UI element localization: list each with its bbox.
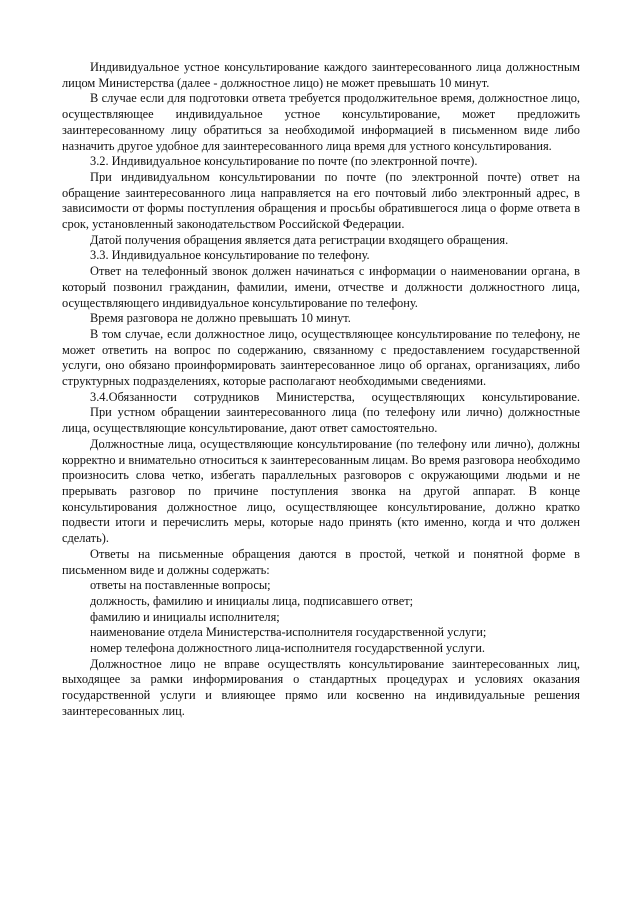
paragraph-receipt-date: Датой получения обращения является дата регистрации входящего обращения. (90, 232, 509, 247)
paragraph-mail-consultation: При индивидуальном консультировании по почте (по электронной почте) ответ на обращение заинтересованного лица направляется на его почтовый либо электронный адрес, в зависимости от формы поступления обращения и просьбы обратившегося лица о форме ответа в срок, установленный законодательством Российской Федерации. (62, 169, 580, 232)
paragraph-long-preparation: В случае если для подготовки ответа требуется продолжительное время, должностное лицо, осуществляющее индивидуальное устное консультирование, может предложить заинтересованному лицу обратиться за необходимой информацией в письменном виде либо назначить другое удобное для заинтересованного лица время для устного консультирования. (62, 91, 580, 153)
list-item: ответы на поставленные вопросы; (90, 578, 271, 593)
list-item: фамилию и инициалы исполнителя; (90, 609, 280, 624)
list-item: должность, фамилию и инициалы лица, подписавшего ответ; (90, 593, 414, 608)
paragraph-conduct-rules: Должностные лица, осуществляющие консультирование (по телефону или лично), должны корректно и внимательно относиться к заинтересованным лицам. Во время разговора необходимо произносить слова четко, избегать параллельных разговоров с окружающими людьми и не прерывать разговор по причине поступления звонка на другой аппарат. В конце консультирования должностное лицо, осуществляющее консультирование, должно кратко подвести итоги и перечислить меры, которые надо принять (кто именно, когда и что должен сделать). (62, 436, 581, 546)
section-heading-3-2: 3.2. Индивидуальное консультирование по почте (по электронной почте). (90, 154, 478, 169)
paragraph-oral-request: При устном обращении заинтересованного лица (по телефону или лично) должностные лица, осуществляющие консультирование, дают ответ самостоятельно. (62, 405, 580, 436)
document-page (62, 60, 580, 720)
list-item: номер телефона должностного лица-исполнителя государственной услуги. (90, 641, 485, 656)
list-item: наименование отдела Министерства-исполнителя государственной услуги; (90, 625, 487, 640)
paragraph-cannot-answer: В том случае, если должностное лицо, осуществляющее консультирование по телефону, не может ответить на вопрос по содержанию, связанному с предоставлением государственной услуги, оно обязано проинформировать заинтересованное лицо об органах, организациях, либо структурных подразделениях, которые располагают необходимыми сведениями. (62, 326, 580, 389)
paragraph-oral-consultation-limit: Индивидуальное устное консультирование каждого заинтересованного лица должностным лицом Министерства (далее - должностное лицо) не может превышать 10 минут. (62, 60, 580, 90)
section-heading-3-3: 3.3. Индивидуальное консультирование по телефону. (90, 248, 370, 263)
section-heading-3-4: 3.4.Обязанности сотрудников Министерства, осуществляющих консультирование. (90, 389, 580, 404)
paragraph-written-answers: Ответы на письменные обращения даются в простой, четкой и понятной форме в письменном виде и должны содержать: (62, 546, 580, 577)
paragraph-phone-answer: Ответ на телефонный звонок должен начинаться с информации о наименовании органа, в который позвонил гражданин, фамилии, имени, отчестве и должности должностного лица, осуществляющего индивидуальное консультирование по телефону. (62, 264, 580, 310)
paragraph-consultation-limits: Должностное лицо не вправе осуществлять консультирование заинтересованных лиц, выходящее за рамки информирования о стандартных процедурах и условиях оказания государственной услуги и влияющее прямо или косвенно на индивидуальные решения заинтересованных лиц. (62, 656, 580, 718)
paragraph-call-duration: Время разговора не должно превышать 10 минут. (90, 311, 351, 326)
